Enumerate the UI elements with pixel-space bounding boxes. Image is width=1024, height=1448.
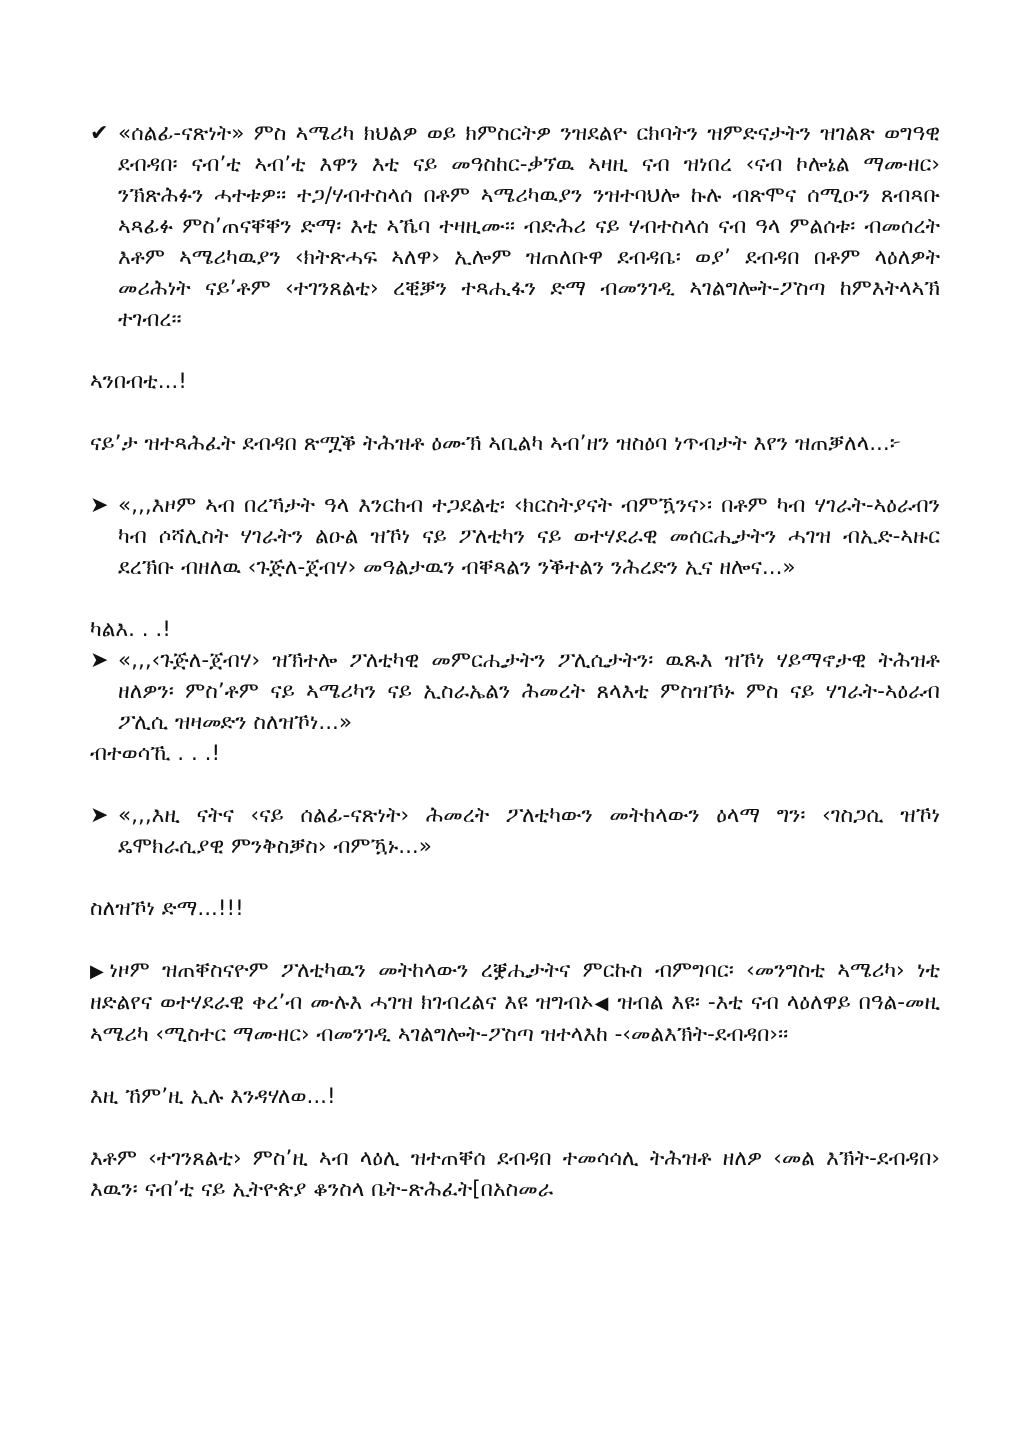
paragraph-5: ካልእ. . .!	[90, 617, 171, 642]
paragraph-10-text-b: ዝብል እዩ፡ -እቲ ናብ ላዕለዋይ በዓል-መዚ ኣሜሪካ ‹ሚስተር ማሙዘር› ብመንገዲ ኣገልግሎት-ፖስጣ ዝተላእከ -‹መልእኽት-ደብዳበ›፡፡	[90, 990, 941, 1047]
paragraph-8-text: «,,,እዚ ናትና ‹ናይ ሰልፊ-ናጽነት› ሕመረት ፖለቲካውን መትከላውን ዕላማ ግን፡ ‹ገስጋሲ ዝኾነ ዴሞክራሲያዊ ምንቅስቓስ› ብምዃኑ...»	[118, 803, 940, 859]
paragraph-12: እቶም ‹ተገንጸልቲ› ምስ’ዚ ኣብ ላዕሊ ዝተጠቐሰ ደብዳበ ተመሳሳሊ ትሕዝቶ ዘለዎ ‹መል እኽት-ደብዳበ› እዉን፡ ናብ’ቲ ናይ ኢትዮጵያ ቆንስላ ቤት-ጽሕፈት[በአስመራ	[90, 1146, 940, 1202]
paragraph-1	[90, 118, 940, 335]
paragraph-4-text: «,,,እዞም ኣብ በረኻታት ዓላ እንርከብ ተጋደልቲ፡ ‹ክርስትያናት ብምዃንና›፡ በቶም ካብ ሃገራት-ኣዕራብን ካብ ሶሻሊስት ሃገራትን ልዑል ዝኾነ ናይ ፖለቲካን ናይ ወተሃደራዊ መሰርሒታትን ሓገዝ ብኢድ-ኣዙር ደረኽቡ ብዘለዉ ‹ጉጅለ-ጀብሃ› መዓልታዉን ብቐጻልን ንቕተልን ንሕረድን ኢና ዘሎና...»	[118, 493, 940, 580]
arrow-bullet-icon: ➤	[90, 803, 109, 828]
paragraph-6	[90, 645, 940, 738]
paragraph-10-text-a: ነዞም ዝጠቐስናዮም ፖለቲካዉን መትከላውን ረቛሒታትና ምርኩስ ብምግባር፡ ‹መንግስቲ ኣሜሪካ› ነቲ ዘድልየና ወተሃደራዊ ቀረ’ብ ሙሉእ ሓገዝ ክገብረልና እዩ ዝግብኦ	[90, 958, 941, 1015]
paragraph-10	[90, 955, 940, 1050]
paragraph-7: ብተወሳኺ . . .!	[90, 741, 221, 766]
paragraph-3: ናይ’ታ ዝተጻሕፈት ደብዳበ ጽሟቕ ትሕዝቶ ዕሙኽ ኣቢልካ ኣብ’ዘን ዝስዕባ ነጥብታት እየን ዝጠቓለላ...፦	[90, 431, 902, 456]
paragraph-2: ኣንበብቲ...!	[90, 369, 187, 394]
paragraph-6-text: «,,,‹ጉጅለ-ጀብሃ› ዝኽተሎ ፖለቲካዊ መምርሒታትን ፖሊሲታትን፡ ዉጹእ ዝኾነ ሃይማኖታዊ ትሕዝቶ ዘለዎን፡ ምስ’ቶም ናይ ኣሜሪካን ናይ ኢስራኤልን ሕመረት ጸላእቲ ምስዝኾኑ ምስ ናይ ሃገራት-ኣዕራብ ፖሊሲ ዝዛመድን ስለዝኾነ...»	[118, 648, 940, 735]
paragraph-4	[90, 490, 940, 583]
triangle-left-icon: ◀	[593, 993, 610, 1014]
paragraph-8	[90, 800, 940, 862]
document-page	[90, 118, 940, 1205]
paragraph-11: እዚ ኸም’ዚ ኢሉ እንዳሃለወ...!	[90, 1084, 336, 1109]
checkmark-icon: ✔	[90, 121, 109, 146]
arrow-bullet-icon: ➤	[90, 493, 109, 518]
arrow-bullet-icon: ➤	[90, 648, 109, 673]
paragraph-9: ስለዝኾነ ድማ...!!!	[90, 896, 244, 921]
triangle-right-icon: ▶	[90, 961, 110, 982]
paragraph-1-text: «ሰልፊ-ናጽነት» ምስ ኣሜሪካ ክህልዎ ወይ ክምስርትዎ ንዝደልዮ ርክባትን ዝምድናታትን ዝገልጽ ወግዓዊ ደብዳበ፡ ናብ’ቲ ኣብ’ቲ እዋን እቲ ናይ መዓስከር-ቃኘዉ ኣዛዚ ናብ ዝነበረ ‹ናብ ኮሎኔል ማሙዘር› ንኽጽሕፉን ሓተቱዎ፡፡ ተጋ/ሃብተስላሰ በቶም ኣሜሪካዉያን ንዝተባህሎ ኩሉ ብጽሞና ሰሚዑን ጸብጻቡ ኣጻፊፉ ምስ’ጠናቐቐን ድማ፡ እቲ ኣኼባ ተዛዚሙ፡፡ ብድሕሪ ናይ ሃብተስላሰ ናብ ዓላ ምልሰቱ፡ ብመሰረት እቶም ኣሜሪካዉያን ‹ክትጽሓፍ ኣለዋ› ኢሎም ዝጠለቡዋ ደብዳቤ፡ ወያ’ ደብዳበ በቶም ላዕለዎት መሪሕነት ናይ’ቶም ‹ተገንጸልቲ› ረቒቓን ተጻሒፋን ድማ ብመንገዲ ኣገልግሎት-ፖስጣ ከምእትላኣኽ ተገብረ፡፡	[118, 121, 940, 332]
